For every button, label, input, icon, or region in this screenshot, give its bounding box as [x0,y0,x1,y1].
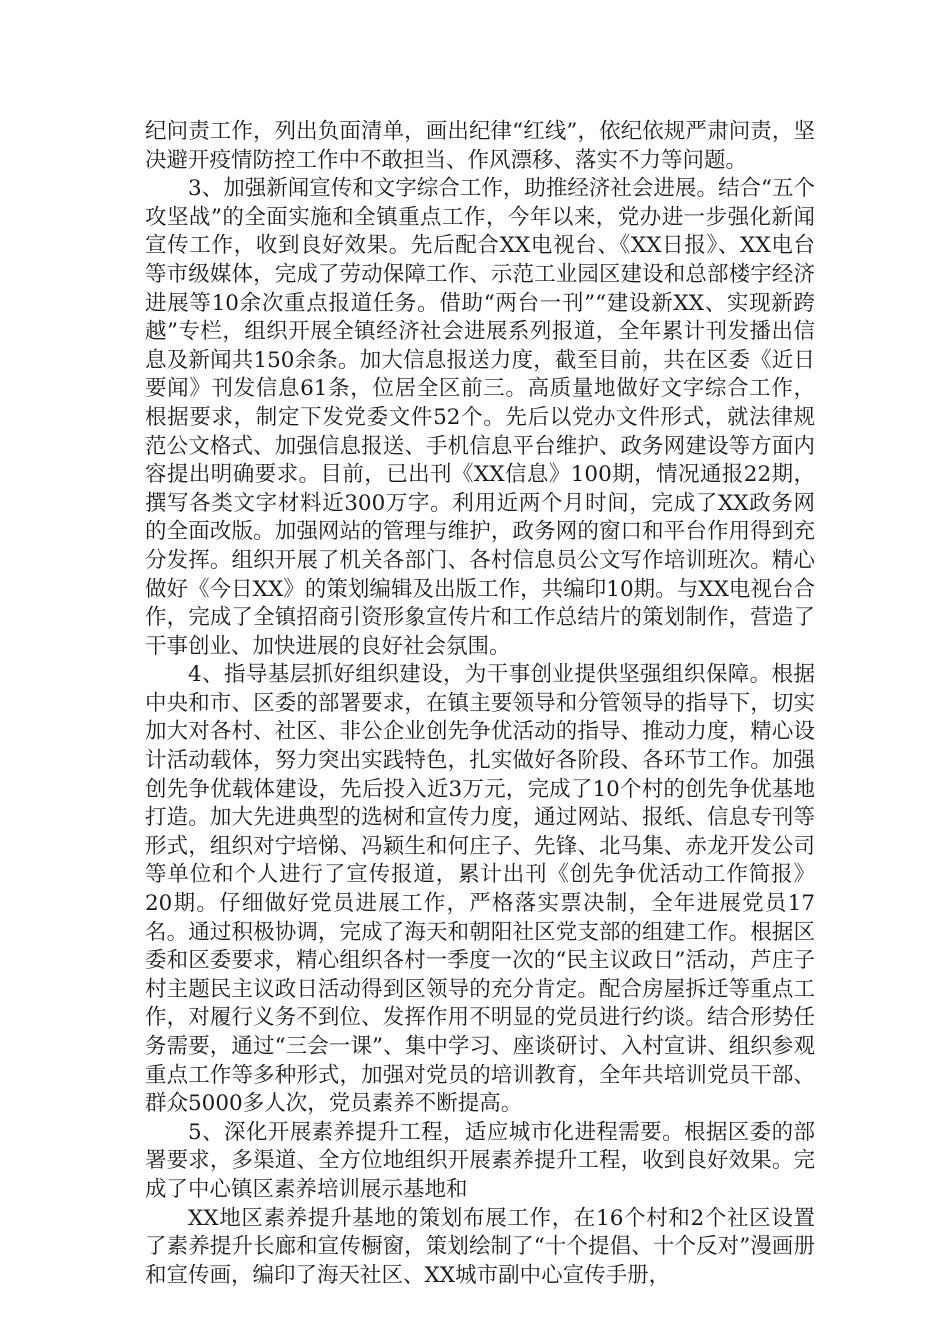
paragraph-continuation: 纪问责工作，列出负面清单，画出纪律“红线”，依纪依规严肃问责，坚决避开疫情防控工作中不敢担当、作风漂移、落实不力等问题。 [145,119,815,173]
document-body [145,118,815,1290]
paragraph-item-4: 4、指导基层抓好组织建设，为干事创业提供坚强组织保障。根据中央和市、区委的部署要求，在镇主要领导和分管领导的指导下，切实加大对各村、社区、非公企业创先争优活动的指导、推动力度，精心设计活动载体，努力突出实践特色，扎实做好各阶段、各环节工作。加强创先争优载体建设，先后投入近3万元，完成了10个村的创先争优基地打造。加大先进典型的选树和宣传力度，通过网站、报纸、信息专刊等形式，组织对宁培悌、冯颖生和何庄子、先锋、北马集、赤龙开发公司等单位和个人进行了宣传报道，累计出刊《创先争优活动工作简报》20期。仔细做好党员进展工作，严格落实票决制，全年进展党员17名。通过积极协调，完成了海天和朝阳社区党支部的组建工作。根据区委和区委要求，精心组织各村一季度一次的“民主议政日”活动，芦庄子村主题民主议政日活动得到区领导的充分肯定。配合房屋拆迁等重点工作，对履行义务不到位、发挥作用不明显的党员进行约谈。结合形势任务需要，通过“三会一课”、集中学习、座谈研讨、入村宣讲、组织参观重点工作等多种形式，加强对党员的培训教育，全年共培训党员干部、群众5000多人次，党员素养不断提高。 [145,662,815,1117]
paragraph-item-5-continued: XX地区素养提升基地的策划布展工作，在16个村和2个社区设置了素养提升长廊和宣传橱窗，策划绘制了“十个提倡、十个反对”漫画册和宣传画，编印了海天社区、XX城市副中心宣传手册， [145,1205,815,1288]
paragraph-item-3: 3、加强新闻宣传和文字综合工作，助推经济社会进展。结合“五个攻坚战”的全面实施和全镇重点工作，今年以来，党办进一步强化新闻宣传工作，收到良好效果。先后配合XX电视台、《XX日报》、XX电台等市级媒体，完成了劳动保障工作、示范工业园区建设和总部楼宇经济进展等10余次重点报道任务。借助“两台一刊”“建设新XX、实现新跨越”专栏，组织开展全镇经济社会进展系列报道，全年累计刊发播出信息及新闻共150余条。加大信息报送力度，截至目前，共在区委《近日要闻》刊发信息61条，位居全区前三。高质量地做好文字综合工作，根据要求，制定下发党委文件52个。先后以党办文件形式，就法律规范公文格式、加强信息报送、手机信息平台维护、政务网建设等方面内容提出明确要求。目前，已出刊《XX信息》100期，情况通报22期，撰写各类文字材料近300万字。利用近两个月时间，完成了XX政务网的全面改版。加强网站的管理与维护，政务网的窗口和平台作用得到充分发挥。组织开展了机关各部门、各村信息员公文写作培训班次。精心做好《今日XX》的策划编辑及出版工作，共编印10期。与XX电视台合作，完成了全镇招商引资形象宣传片和工作总结片的策划制作，营造了干事创业、加快进展的良好社会氛围。 [145,176,815,659]
paragraph-item-5: 5、深化开展素养提升工程，适应城市化进程需要。根据区委的部署要求，多渠道、全方位地组织开展素养提升工程，收到良好效果。完成了中心镇区素养培训展示基地和 [145,1119,815,1202]
